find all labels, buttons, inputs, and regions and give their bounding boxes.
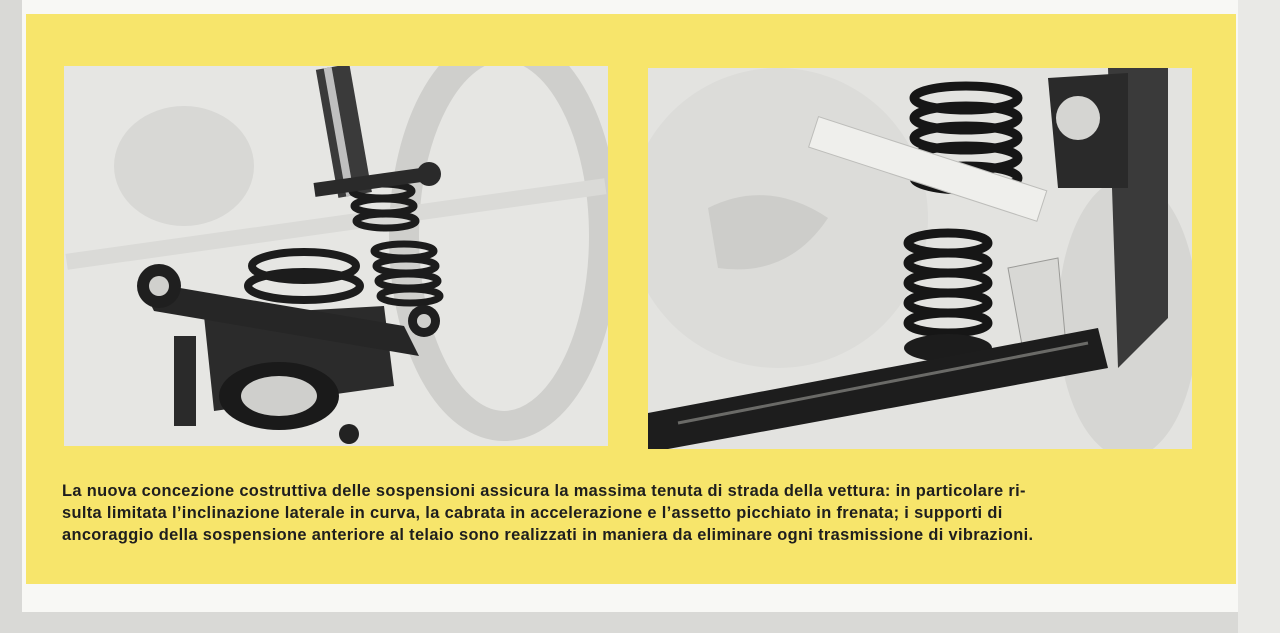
rear-suspension-photo [648,68,1192,449]
caption-text [62,480,1197,546]
page-edge [1238,0,1280,633]
caption-line: sulta limitata l’inclinazione laterale in curva, la cabrata in accelerazione e l’assetto picchiato in frenata; i supporti di [62,504,1003,522]
caption-line: ancoraggio della sospensione anteriore al telaio sono realizzati in maniera da eliminare ogni trasmissione di vibrazioni. [62,526,1034,544]
caption-line: La nuova concezione costruttiva delle sospensioni assicura la massima tenuta di strada della vettura: in particolare ri- [62,482,1026,500]
front-suspension-photo [64,66,608,446]
